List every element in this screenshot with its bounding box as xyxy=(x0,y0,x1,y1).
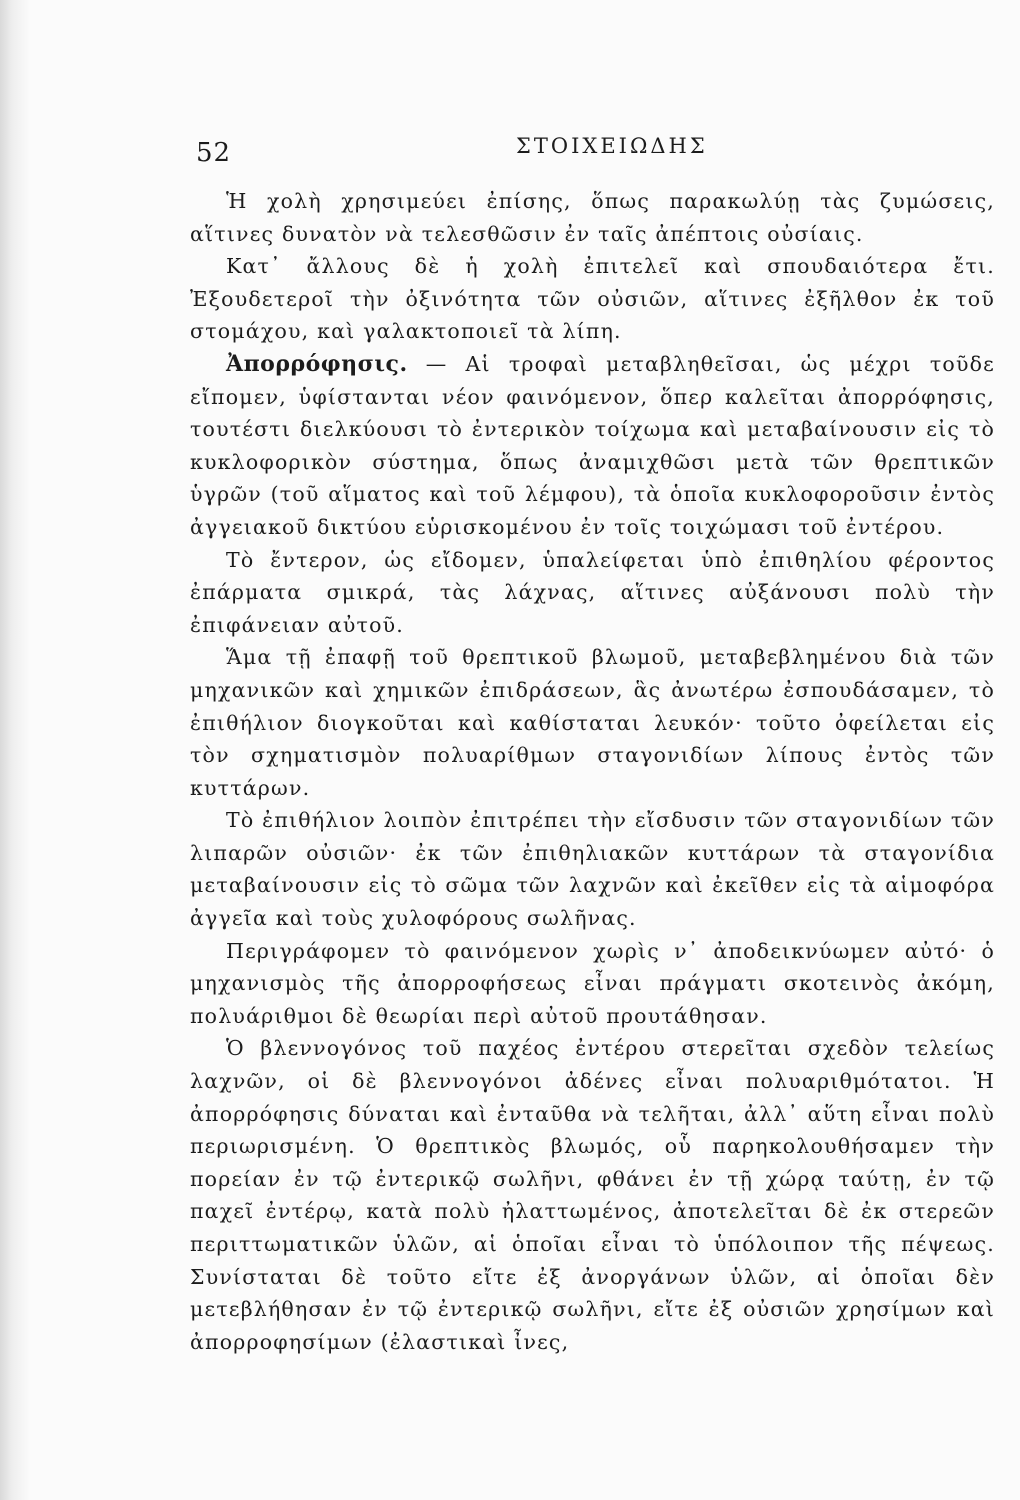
paragraph-absorption xyxy=(190,348,995,544)
page-edge-shadow xyxy=(0,0,30,1500)
paragraph-text: Ὁ βλεννογόνος τοῦ παχέος ἐντέρου στερεῖται σχεδὸν τελείως λαχνῶν, οἱ δὲ βλεννογόνοι ἀδένες εἶναι πολυαριθμότατοι. Ἡ ἀπορρόφησις δύναται καὶ ἐνταῦθα νὰ τελῆται, ἀλλ᾽ αὕτη εἶναι πολὺ περιωρισμένη. Ὁ θρεπτικὸς βλωμός, οὗ παρηκολουθήσαμεν τὴν πορείαν ἐν τῷ ἐντερικῷ σωλῆνι, φθάνει ἐν τῇ χώρᾳ ταύτῃ, ἐν τῷ παχεῖ ἐντέρῳ, κατὰ πολὺ ἠλαττωμένος, ἀποτελεῖται δὲ ἐκ στερεῶν περιττωματικῶν ὑλῶν, αἱ ὁποῖαι εἶναι τὸ ὑπόλοιπον τῆς πέψεως. Συνίσταται δὲ τοῦτο εἴτε ἐξ ἀνοργάνων ὑλῶν, αἱ ὁποῖαι δὲν μετεβλήθησαν ἐν τῷ ἐντερικῷ σωλῆνι, εἴτε ἐξ οὐσιῶν χρησίμων καὶ ἀπορροφησίμων (ἐλαστικαὶ ἶνες, xyxy=(190,1036,995,1354)
paragraph-7 xyxy=(190,935,995,1033)
paragraph-text: Τὸ ἐπιθήλιον λοιπὸν ἐπιτρέπει τὴν εἴσδυσιν τῶν σταγονιδίων τῶν λιπαρῶν οὐσιῶν· ἐκ τῶν ἐπιθηλιακῶν κυττάρων τὰ σταγονίδια μεταβαίνουσιν εἰς τὸ σῶμα τῶν λαχνῶν καὶ ἐκεῖθεν εἰς τὰ αἱμοφόρα ἀγγεῖα καὶ τοὺς χυλοφόρους σωλῆνας. xyxy=(190,808,995,931)
paragraph-8 xyxy=(190,1032,995,1358)
paragraph-text: Ἅμα τῇ ἐπαφῇ τοῦ θρεπτικοῦ βλωμοῦ, μεταβεβλημένου διὰ τῶν μηχανικῶν καὶ χημικῶν ἐπιδράσεων, ἃς ἀνωτέρω ἐσπουδάσαμεν, τὸ ἐπιθήλιον διογκοῦται καὶ καθίσταται λευκόν· τοῦτο ὀφείλεται εἰς τὸν σχηματισμὸν πολυαρίθμων σταγονιδίων λίπους ἐντὸς τῶν κυττάρων. xyxy=(190,645,995,800)
paragraph-4 xyxy=(190,544,995,642)
paragraph-text: — Αἱ τροφαὶ μεταβληθεῖσαι, ὡς μέχρι τοῦδε εἴπομεν, ὑφίστανται νέον φαινόμενον, ὅπερ καλεῖται ἀπορρόφησις, τουτέστι διελκύουσι τὸ ἐντερικὸν τοίχωμα καὶ μεταβαίνουσιν εἰς τὸ κυκλοφορικὸν σύστημα, ὅπως ἀναμιχθῶσι μετὰ τῶν θρεπτικῶν ὑγρῶν (τοῦ αἵματος καὶ τοῦ λέμφου), τὰ ὁποῖα κυκλοφοροῦσιν ἐντὸς ἀγγειακοῦ δικτύου εὑρισκομένου ἐν τοῖς τοιχώμασι τοῦ ἐντέρου. xyxy=(190,351,995,539)
running-head: ΣΤΟΙΧΕΙΩΔΗΣ xyxy=(516,134,708,158)
section-title-absorption: Ἀπορρόφησις. xyxy=(226,350,408,377)
paragraph-text: Κατ᾽ ἄλλους δὲ ἡ χολὴ ἐπιτελεῖ καὶ σπουδαιότερα ἔτι. Ἐξουδετεροῖ τὴν ὀξινότητα τῶν οὐσιῶν, αἵτινες ἐξῆλθον ἐκ τοῦ στομάχου, καὶ γαλακτοποιεῖ τὰ λίπη. xyxy=(190,254,995,344)
body-text xyxy=(190,185,995,1358)
paragraph-5 xyxy=(190,641,995,804)
paragraph-6 xyxy=(190,804,995,934)
page-header xyxy=(196,128,996,168)
paragraph-text: Ἡ χολὴ χρησιμεύει ἐπίσης, ὅπως παρακωλύῃ τὰς ζυμώσεις, αἵτινες δυνατὸν νὰ τελεσθῶσιν ἐν ταῖς ἀπέπτοις οὐσίαις. xyxy=(190,189,995,246)
paragraph-1 xyxy=(190,185,995,250)
paragraph-text: Περιγράφομεν τὸ φαινόμενον χωρὶς ν᾽ ἀποδεικνύωμεν αὐτό· ὁ μηχανισμὸς τῆς ἀπορροφήσεως εἶναι πράγματι σκοτεινὸς ἀκόμη, πολυάριθμοι δὲ θεωρίαι περὶ αὐτοῦ προυτάθησαν. xyxy=(190,938,995,1028)
page-number: 52 xyxy=(196,138,232,168)
paragraph-text: Τὸ ἔντερον, ὡς εἴδομεν, ὑπαλείφεται ὑπὸ ἐπιθηλίου φέροντος ἐπάρματα σμικρά, τὰς λάχνας, αἵτινες αὐξάνουσι πολὺ τὴν ἐπιφάνειαν αὐτοῦ. xyxy=(190,547,995,637)
paragraph-2 xyxy=(190,250,995,348)
